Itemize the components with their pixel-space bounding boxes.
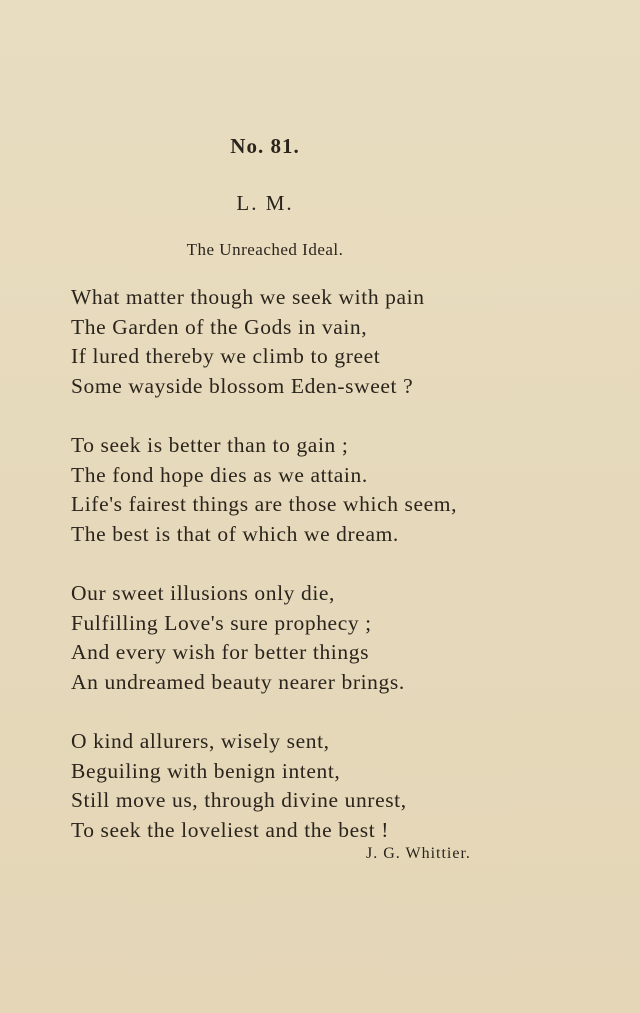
poem-body <box>71 283 531 875</box>
poem-line: To seek the loveliest and the best ! <box>71 817 390 842</box>
poem-line: To seek is better than to gain ; <box>71 433 349 457</box>
author-attribution: J. G. Whittier. <box>366 845 471 862</box>
poem-line: What matter though we seek with pain <box>71 285 425 309</box>
poem-line: Life's fairest things are those which seem, <box>71 492 458 516</box>
stanza-2 <box>71 431 531 549</box>
poem-line: If lured thereby we climb to greet <box>71 344 381 368</box>
stanza-4 <box>71 727 531 845</box>
poem-line: An undreamed beauty nearer brings. <box>71 669 405 694</box>
poem-line: The best is that of which we dream. <box>71 521 399 546</box>
poem-line: And every wish for better things <box>71 640 370 664</box>
hymn-meter: L. M. <box>236 191 294 215</box>
stanza-3 <box>71 579 531 697</box>
poem-line: Still move us, through divine unrest, <box>71 788 407 812</box>
hymn-title: The Unreached Ideal. <box>186 240 344 259</box>
poem-line: Beguiling with benign intent, <box>71 758 341 783</box>
hymn-number: No. 81. <box>230 134 300 158</box>
poem-line: Our sweet illusions only die, <box>71 581 336 605</box>
stanza-1 <box>71 283 531 401</box>
poem-line: Fulfilling Love's sure prophecy ; <box>71 610 372 635</box>
poem-line: The Garden of the Gods in vain, <box>71 314 368 339</box>
poem-line: O kind allurers, wisely sent, <box>71 729 330 753</box>
poem-line: The fond hope dies as we attain. <box>71 462 368 487</box>
poem-line: Some wayside blossom Eden-sweet ? <box>71 373 414 398</box>
